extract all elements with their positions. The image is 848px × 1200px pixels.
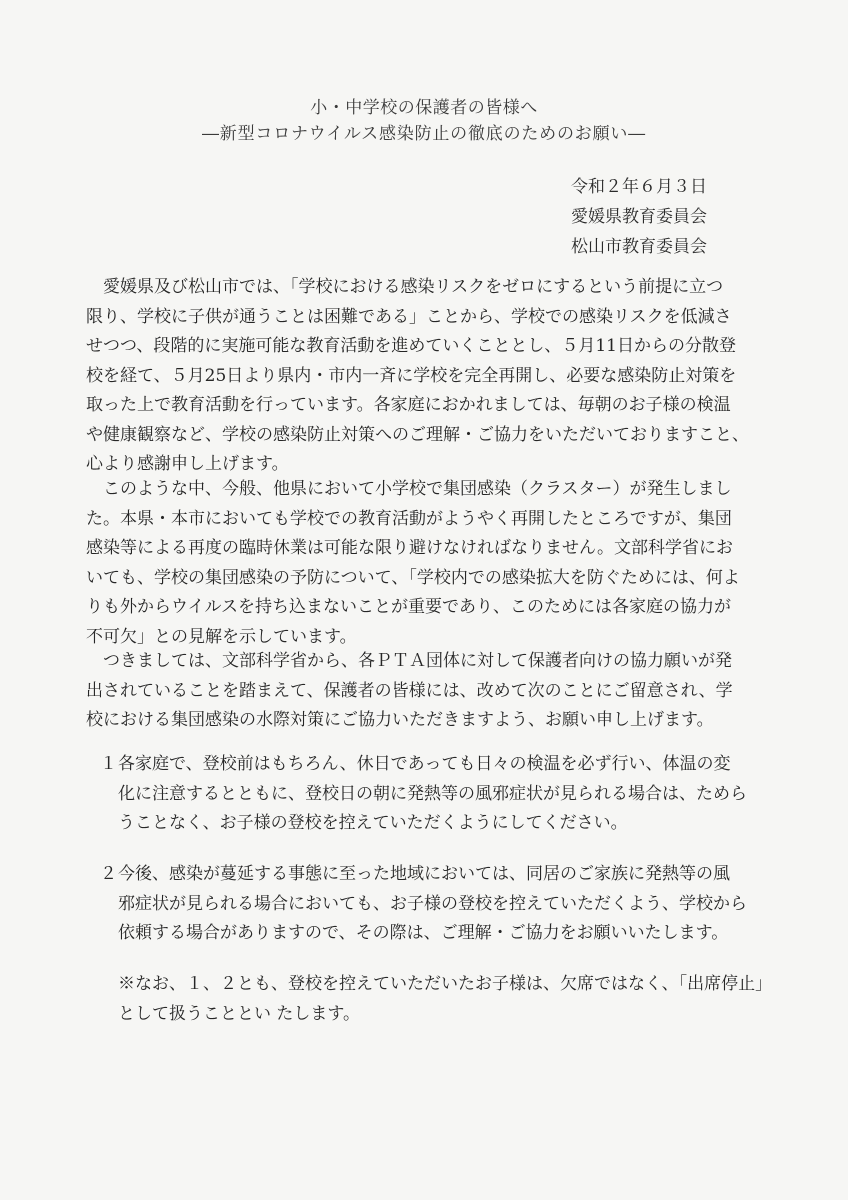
paragraph-request xyxy=(86,647,746,736)
paragraph-line: 心より感謝申し上げます。 xyxy=(86,454,289,474)
paragraph-line: 感染等による再度の臨時休業は可能な限り避けなければなりません。文部科学省にお xyxy=(86,538,734,558)
paragraph-line: いても、学校の集団感染の予防について、「学校内での感染拡大を防ぐためには、何よ xyxy=(86,567,740,588)
paragraph-line: た。本県・本市においても学校での教育活動がようやく再開したところですが、集団 xyxy=(86,508,732,529)
issuer-city-board: 松山市教育委員会 xyxy=(571,237,707,257)
item-line: 今後、感染が蔓延する事態に至った地域においては、同居のご家族に発熱等の風 xyxy=(118,864,730,884)
note-line: として扱うこととい たします。 xyxy=(118,1003,361,1024)
paragraph-line: 出されていることを踏まえて、保護者の皆様には、改めて次のことにご留意され、学 xyxy=(86,680,733,701)
paragraph-line: 取った上で教育活動を行っています。各家庭におかれましては、毎朝のお子様の検温 xyxy=(86,395,731,415)
paragraph-line: せつつ、段階的に実施可能な教育活動を進めていくこととし、５月11日からの分散登 xyxy=(86,336,736,356)
paragraph-line: りも外からウイルスを持ち込まないことが重要であり、このためには各家庭の協力が xyxy=(86,597,731,617)
item-number: ２ xyxy=(100,864,117,884)
paragraph-line: や健康観察など、学校の感染防止対策へのご理解・ご協力をいただいておりますこと、 xyxy=(86,424,749,445)
item-line: 邪症状が見られる場合においても、お子様の登校を控えていただくよう、学校から xyxy=(118,893,747,914)
paragraph-line: 愛媛県及び松山市では、「学校における感染リスクをゼロにするという前提に立つ xyxy=(86,277,724,297)
document-subtitle: ―新型コロナウイルス感染防止の徹底のためのお願い― xyxy=(202,124,646,144)
issuer-prefecture-board: 愛媛県教育委員会 xyxy=(571,207,707,227)
issue-date: 令和２年６月３日 xyxy=(571,177,707,197)
paragraph-line: 校を経て、５月25日より県内・市内一斉に学校を完全再開し、必要な感染防止対策を xyxy=(86,365,737,386)
paragraph-line: つきましては、文部科学省から、各ＰＴＡ団体に対して保護者向けの協力願いが発 xyxy=(86,651,732,671)
note-line: ※なお、１、２とも、登校を控えていただいたお子様は、欠席ではなく、「出席停止」 xyxy=(118,974,773,994)
item-line: 依頼する場合がありますので、その際は、ご理解・ご協力をお願いいたします。 xyxy=(118,923,729,943)
document-title: 小・中学校の保護者の皆様へ xyxy=(310,98,538,118)
paragraph-line: 不可欠」との見解を示しています。 xyxy=(86,626,357,647)
paragraph-situation xyxy=(86,475,746,652)
item-line: 化に注意するとともに、登校日の朝に発熱等の風邪症状が見られる場合は、ためら xyxy=(118,783,747,804)
item-line: うことなく、お子様の登校を控えていただくようにしてください。 xyxy=(118,813,628,833)
item-number: １ xyxy=(100,754,117,774)
paragraph-line: 限り、学校に子供が通うことは困難である」ことから、学校での感染リスクを低減さ xyxy=(86,306,732,327)
paragraph-line: 校における集団感染の水際対策にご協力いただきますよう、お願い申し上げます。 xyxy=(86,710,714,730)
item-line: 各家庭で、登校前はもちろん、休日であっても日々の検温を必ず行い、体温の変 xyxy=(118,754,731,774)
attendance-note xyxy=(118,970,773,1029)
item-body xyxy=(118,750,747,839)
paragraph-intro xyxy=(86,273,749,480)
item-body xyxy=(118,860,747,949)
paragraph-line: このような中、今般、他県において小学校で集団感染（クラスター）が発生しまし xyxy=(86,479,732,499)
